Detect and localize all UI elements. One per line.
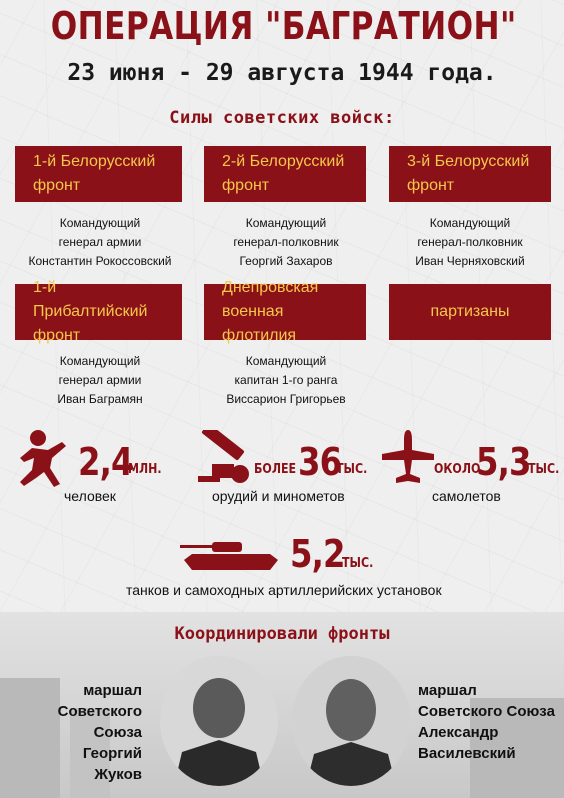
people-unit: МЛН. bbox=[128, 462, 162, 477]
tank-icon bbox=[178, 536, 282, 572]
guns-value: 36 bbox=[298, 440, 342, 484]
guns-prefix: БОЛЕЕ bbox=[254, 462, 297, 477]
front-label: партизаны bbox=[430, 303, 510, 320]
planes-unit: ТЫС. bbox=[528, 462, 560, 477]
commander-2 bbox=[196, 214, 376, 271]
front-box-2-belorussian bbox=[204, 146, 366, 202]
zhukov-portrait bbox=[160, 656, 278, 786]
commander-name: Иван Баграмян bbox=[57, 392, 143, 406]
front-label: 1-й Белорусский фронт bbox=[33, 153, 156, 194]
commander-role: Командующий bbox=[59, 354, 141, 368]
people-caption: человек bbox=[64, 488, 116, 504]
marshal-zhukov-caption bbox=[10, 680, 142, 785]
marshal-last-name: Жуков bbox=[94, 766, 142, 783]
marshal-rank: Советского Союза bbox=[418, 703, 555, 720]
front-box-dnieper-flotilla bbox=[204, 279, 366, 344]
marshal-title: маршал bbox=[418, 682, 477, 699]
commander-1 bbox=[10, 214, 190, 271]
marshal-first-name: Александр bbox=[418, 724, 499, 741]
guns-unit: ТЫС. bbox=[336, 462, 368, 477]
forces-heading: Силы советских войск: bbox=[169, 108, 395, 128]
date-range: 23 июня - 29 августа 1944 года. bbox=[67, 60, 497, 86]
marshal-title: маршал bbox=[83, 682, 142, 699]
commander-rank: генерал-полковник bbox=[233, 235, 339, 249]
commander-name: Константин Рокоссовский bbox=[28, 254, 172, 268]
soldier-icon bbox=[14, 428, 72, 488]
commander-5 bbox=[196, 352, 376, 409]
marshal-first-name: Георгий bbox=[82, 745, 142, 762]
artillery-icon bbox=[196, 430, 254, 484]
front-label: Днепровская военная флотилия bbox=[222, 279, 319, 344]
commander-rank: капитан 1-го ранга bbox=[234, 373, 338, 387]
commander-rank: генерал-полковник bbox=[417, 235, 523, 249]
marshal-vasilevsky-caption bbox=[418, 680, 562, 764]
page-title: ОПЕРАЦИЯ "БАГРАТИОН" bbox=[50, 4, 517, 48]
tanks-value: 5,2 bbox=[290, 532, 345, 576]
commander-3 bbox=[380, 214, 560, 271]
front-box-3-belorussian bbox=[389, 146, 551, 202]
commander-rank: генерал армии bbox=[58, 373, 142, 387]
commander-name: Георгий Захаров bbox=[239, 254, 333, 268]
marshal-last-name: Василевский bbox=[418, 745, 516, 762]
front-label: 2-й Белорусский фронт bbox=[222, 153, 345, 194]
front-label: 1-й Прибалтийский фронт bbox=[33, 279, 148, 344]
tanks-unit: ТЫС. bbox=[342, 556, 374, 571]
commander-rank: генерал армии bbox=[58, 235, 142, 249]
front-box-1-baltic bbox=[15, 279, 182, 344]
commander-role: Командующий bbox=[245, 216, 327, 230]
plane-icon bbox=[380, 428, 436, 488]
commander-role: Командующий bbox=[245, 354, 327, 368]
commander-4 bbox=[10, 352, 190, 409]
planes-caption: самолетов bbox=[432, 488, 501, 504]
marshal-rank: Советского Союза bbox=[57, 703, 142, 741]
guns-caption: орудий и минометов bbox=[212, 488, 345, 504]
planes-prefix: ОКОЛО bbox=[434, 462, 481, 477]
commander-name: Виссарион Григорьев bbox=[226, 392, 346, 406]
people-value: 2,4 bbox=[78, 440, 133, 484]
front-box-partisans bbox=[389, 284, 551, 340]
coordinators-heading: Координировали фронты bbox=[174, 624, 390, 644]
front-label: 3-й Белорусский фронт bbox=[407, 153, 530, 194]
planes-value: 5,3 bbox=[476, 440, 531, 484]
tanks-caption: танков и самоходных артиллерийских установок bbox=[126, 582, 442, 598]
commander-name: Иван Черняховский bbox=[415, 254, 525, 268]
commander-role: Командующий bbox=[429, 216, 511, 230]
front-box-1-belorussian bbox=[15, 146, 182, 202]
vasilevsky-portrait bbox=[292, 656, 410, 786]
commander-role: Командующий bbox=[59, 216, 141, 230]
